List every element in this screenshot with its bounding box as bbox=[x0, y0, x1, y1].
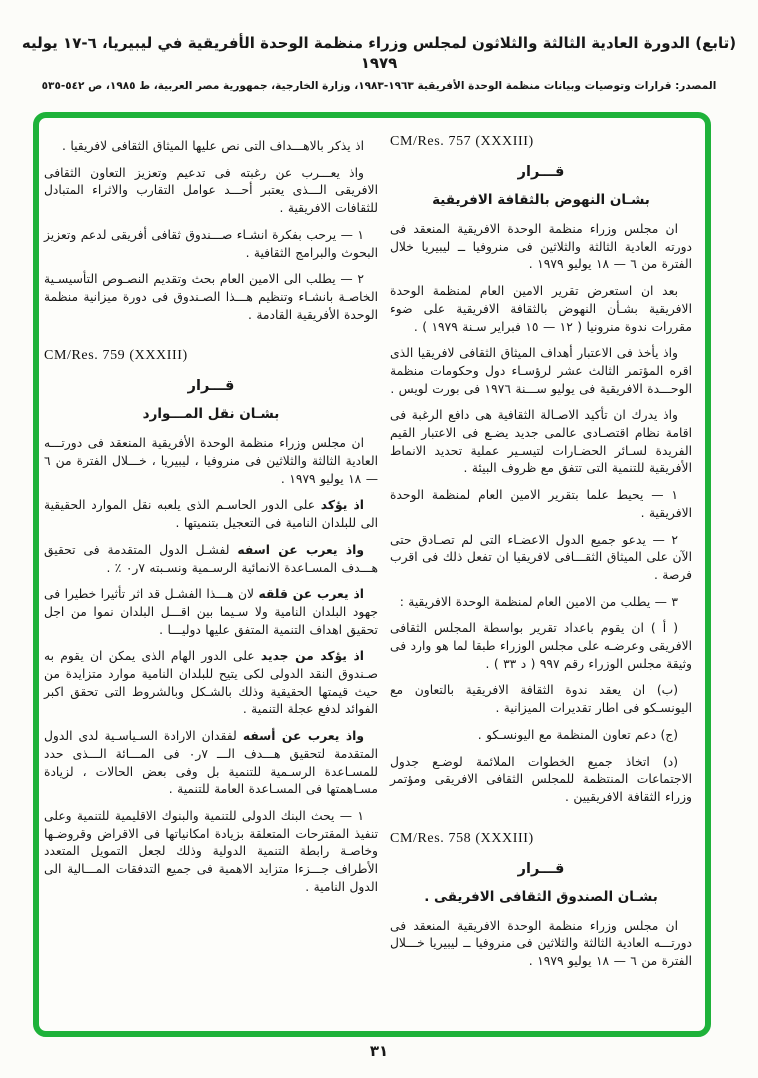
paragraph-text: على الدور الحاسـم الذى يلعبه نقل الموارد الحقيقية الى للبلدان النامية فى التعجيل بتنميتها . bbox=[44, 498, 378, 531]
resolution-code: CM/Res. 759 (XXXIII) bbox=[44, 348, 188, 364]
column-left bbox=[44, 132, 378, 1021]
paragraph bbox=[44, 497, 378, 532]
paragraph: ١ — يحيط علما بتقرير الامين العام لمنظمة الوحدة الافريقية . bbox=[390, 488, 692, 520]
paragraph: ٢ — يدعو جميع الدول الاعضـاء التى لم تصـادق حتى الآن على الميثاق الثقـــافى لافريقيا ان تفعل ذلك فى اقرب فرصة . bbox=[390, 532, 692, 582]
paragraph: ١ — يحث البنك الدولى للتنمية والبنوك الاقليمية للتنمية وعلى تنفيذ المقترحات المتعلقة بزيادة امكانياتها فى الاقراض وقروضـها وخاصـة رابطة التنمية الدولية وذلك لجعل التمويل المتعدد الأطراف جـــزءا متزايد الاهمية فى جميع التدفقات المـــالية الى الدول النامية . bbox=[44, 808, 378, 894]
decision-heading: قـــرار bbox=[517, 164, 565, 180]
document-frame bbox=[33, 112, 711, 1037]
paragraph: واذ يدرك ان تأكيد الاصـالة الثقافية هى دافع الرغبة فى اقامة نظام اقتصـادى عالمى جديد يضـع فى الاعتبار القيم الفريدة لسـائر الحضـارات لتيسـير عملية تحديد الانماط الأفريقية للتنمية التى تتفق مع ظروف البيئة . bbox=[390, 408, 692, 476]
page-header-source: المصدر: قرارات وتوصيات وبيانات منظمة الوحدة الأفريقية ١٩٦٣-١٩٨٣، وزارة الخارجية، جمهورية مصر العربية، ط ١٩٨٥، ص ٥٤٢-٥٣٥ bbox=[41, 80, 717, 92]
decision-subject: بشـان الصندوق الثقافى الافريقى . bbox=[424, 888, 658, 905]
paragraph bbox=[44, 728, 378, 799]
paragraph-lead: واذ يعرب عن اسفه bbox=[237, 542, 364, 557]
paragraph-lead: اذ يؤكد من جديد bbox=[260, 649, 364, 664]
decision-heading: قـــرار bbox=[187, 378, 235, 395]
paragraph: بعد ان استعرض تقرير الامين العام لمنظمة الوحدة الافريقية بشـأن النهوض بالثقافة الافريقية على ضوء مقررات ندوة منرونيا ( ١٢ — ١٥ فبراير سـنة ١٩٧٩ ) . bbox=[390, 284, 692, 334]
decision-subject: بشـان نقل المـــوارد bbox=[142, 406, 280, 423]
two-column-layout bbox=[44, 132, 692, 1021]
paragraph: واذ يأخذ فى الاعتبار أهداف الميثاق الثقافى لافريقيا الذى اقره المؤتمر الثالث عشر لرؤسـاء دول وحكومات منظمة الوحـــدة الافريقية فى يوليو ســـنة ١٩٧٦ فى بورت لويس . bbox=[390, 346, 692, 396]
paragraph bbox=[44, 648, 378, 719]
decision-heading: قـــرار bbox=[517, 860, 565, 877]
paragraph: ( أ ) ان يقوم باعداد تقرير بواسطة المجلس الثقافى الافريقى وعرضـه على مجلس الوزراء طبقا لما هو وارد فى وثيقة مجلس الوزراء رقم ٩٩٧ ( د ٣٣ ) . bbox=[390, 621, 692, 671]
paragraph bbox=[44, 542, 378, 577]
paragraph-text: لان هـــذا الفشـل قد اثر تأثيرا خطيرا فى جهود البلدان النامية ولا سـيما بين اقـــل البلدان نموا من اجل تحقيق اهداف التنمية المتفق عليها دوليـــا . bbox=[44, 587, 378, 637]
paragraph-lead: اذ يعرب عن قلقه bbox=[258, 587, 364, 602]
paragraph: (ب) ان يعقد ندوة الثقافة الافريقية بالتعاون مع اليونسـكو فى اطار تقديرات الميزانية . bbox=[390, 683, 692, 716]
decision-subject: بشـان النهوض بالثقافة الافريقية bbox=[432, 192, 650, 208]
paragraph: اذ يذكر بالاهـــداف التى نص عليها الميثاق الثقافى لافريقيا . bbox=[62, 139, 364, 153]
resolution-code: CM/Res. 757 (XXXIII) bbox=[390, 134, 534, 149]
page-number: ٣١ bbox=[369, 1042, 389, 1060]
column-right bbox=[390, 132, 692, 1021]
paragraph: واذ يعـــرب عن رغبته فى تدعيم وتعزيز التعاون الثقافى الافريقى الـــذى يعتبر أحـــد عوامل التقارب والاثراء المتبادل للثقافات الافريقية . bbox=[44, 165, 378, 216]
paragraph: ان مجلس وزراء منظمة الوحدة الأفريقية المنعقد فى دورتـــه العادية الثالثة والثلاثين فى منروفيا ، ليبيريا ، خـــلال الفترة من ٦ — ١٨ يوليو ١٩٧٩ . bbox=[44, 436, 378, 486]
paragraph-text: لفشـل الدول المتقدمة فى تحقيق هـــدف المسـاعدة الانمائية الرسـمية ونسـبته ٧ر٠ ٪ . bbox=[44, 542, 378, 575]
paragraph: ١ — يرحب بفكرة انشـاء صـــندوق ثقافى أفريقى لدعم وتعزيز البحوث والبرامج الثقافية . bbox=[44, 227, 378, 260]
paragraph: ان مجلس وزراء منظمة الوحدة الافريقية المنعقد فى دورتـــه العادية الثالثة والثلاثين فى منروفيا ــ ليبيريا خـــلال الفترة من ٦ — ١٨ يوليو ١٩٧٩ . bbox=[390, 918, 692, 969]
paragraph: ان مجلس وزراء منظمة الوحدة الافريقية المنعقد فى دورته العادية الثالثة والثلاثين فى منروفيا ــ ليبيريا خلال الفترة من ٦ — ١٨ يوليو ١٩٧٩ . bbox=[390, 222, 692, 272]
paragraph-lead: اذ يؤكد bbox=[320, 498, 364, 513]
resolution-code: CM/Res. 758 (XXXIII) bbox=[390, 830, 534, 846]
paragraph: (ج) دعم تعاون المنظمة مع اليونسـكو . bbox=[477, 727, 678, 742]
paragraph-text: لفقدان الارادة السـياسـية لدى الدول المتقدمة لتحقيق هـــدف الـــ ٧ر٠ فى المـــائة الـــذى حدد للمسـاعدة الرسـمية للتنمية بل وفى بعض الحالات ، لزيادة مسـاهمتها فى المسـاعدة العامة للتنمية . bbox=[44, 729, 378, 797]
paragraph-lead: واذ يعرب عن أسفه bbox=[242, 729, 364, 744]
page-header-title: (تابع) الدورة العادية الثالثة والثلاثون لمجلس وزراء منظمة الوحدة الأفريقية في ليبيريا، ٦-١٧ يوليه ١٩٧٩ bbox=[21, 34, 737, 72]
page-header bbox=[0, 0, 758, 94]
paragraph: (د) اتخاذ جميع الخطوات الملائمة لوضـع جدول الاجتماعات المنتظمة للمجلس الثقافى الافريقى ومؤتمر وزراء الثقافة الافريقيين . bbox=[390, 754, 692, 804]
paragraph: ٣ — يطلب من الامين العام لمنظمة الوحدة الافريقية : bbox=[399, 594, 678, 609]
paragraph: ٢ — يطلب الى الامين العام بحث وتقديم النصـوص التأسيسـية الخاصـة بانشـاء وتنظيم هـــذا الصـندوق فى دورة ميزانية منظمة الوحدة الأفريقية القادمة . bbox=[44, 272, 378, 322]
paragraph-text: على الدور الهام الذى يمكن ان يقوم به صـندوق النقد الدولى لكى يتيح للبلدان النامية موارد متزايدة من حيث قيمتها الحقيقية وذلك بالشـكل وبالشروط التى تحقق اكبر الفوائد لدفع عجلة التنمية . bbox=[44, 649, 378, 717]
paragraph bbox=[44, 586, 378, 639]
